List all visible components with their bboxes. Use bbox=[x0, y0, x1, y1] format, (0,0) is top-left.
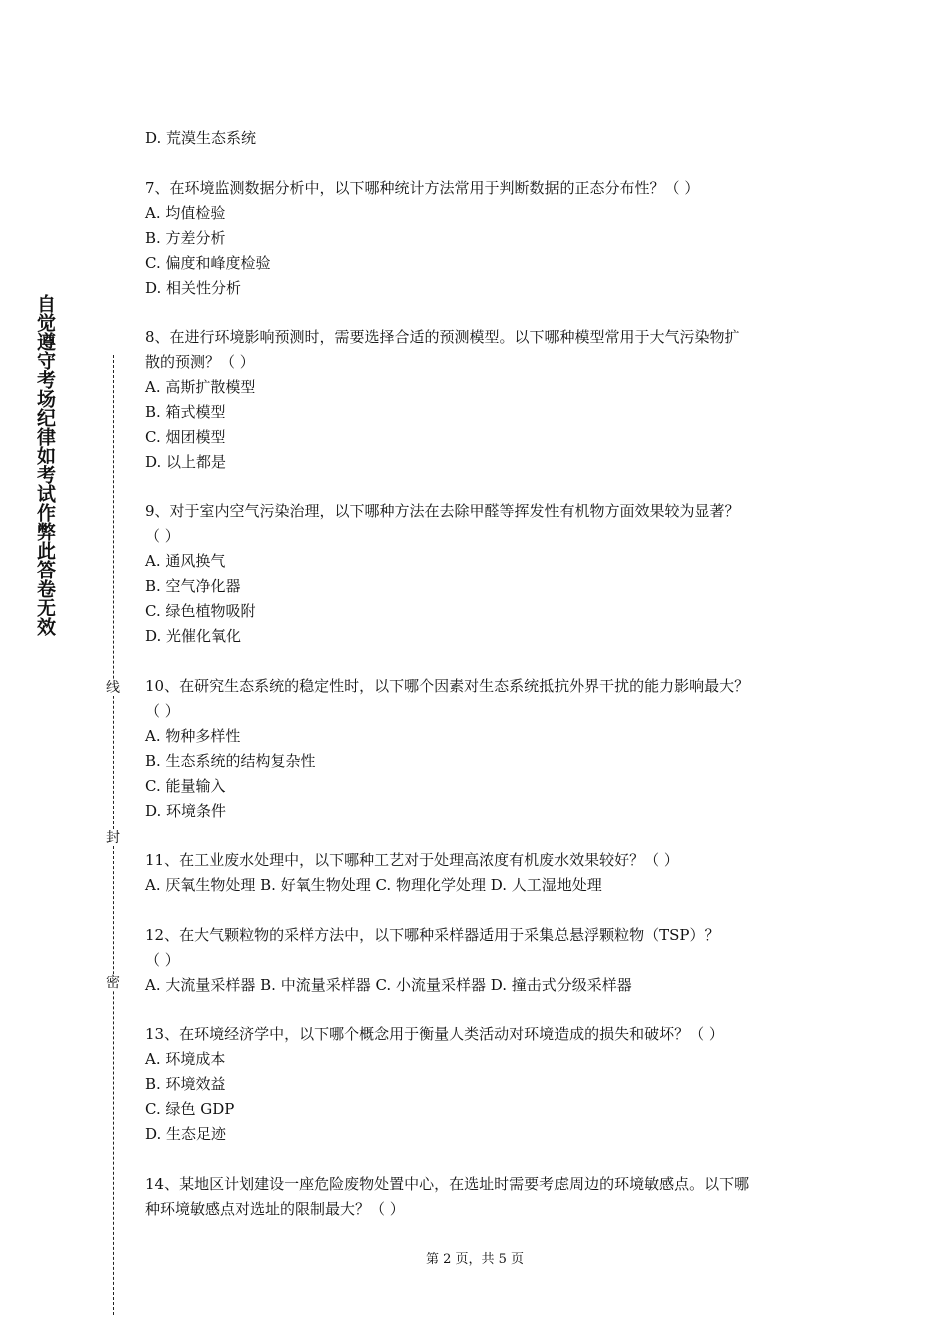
question-10-option-d: D. 环境条件 bbox=[145, 802, 227, 820]
question-7-option-a: A. 均值检验 bbox=[145, 204, 226, 222]
question-10-stem-line1: 10、在研究生态系统的稳定性时，以下哪个因素对生态系统抵抗外界干扰的能力影响最大？ bbox=[145, 677, 750, 695]
question-9-stem-line2: （ ） bbox=[145, 527, 180, 545]
previous-question-option: D. 荒漠生态系统 bbox=[145, 129, 257, 147]
page-footer: 第 2 页，共 5 页 bbox=[425, 1252, 525, 1267]
question-11-stem: 11、在工业废水处理中，以下哪种工艺对于处理高浓度有机废水效果较好？（ ） bbox=[145, 851, 679, 869]
binding-mark-seal: 封 bbox=[106, 830, 120, 846]
question-13-option-a: A. 环境成本 bbox=[145, 1050, 226, 1068]
question-12-options: A. 大流量采样器 B. 中流量采样器 C. 小流量采样器 D. 撞击式分级采样器 bbox=[145, 976, 632, 994]
question-7-option-b: B. 方差分析 bbox=[145, 229, 226, 247]
question-8-option-a: A. 高斯扩散模型 bbox=[145, 378, 256, 396]
binding-mark-secret: 密 bbox=[106, 975, 120, 991]
question-10-option-a: A. 物种多样性 bbox=[145, 727, 241, 745]
question-13-option-b: B. 环境效益 bbox=[145, 1075, 226, 1093]
question-8-option-c: C. 烟团模型 bbox=[145, 428, 226, 446]
question-9-option-b: B. 空气净化器 bbox=[145, 577, 241, 595]
question-10-option-c: C. 能量输入 bbox=[145, 777, 226, 795]
question-10-stem-line2: （ ） bbox=[145, 702, 180, 720]
question-7-option-c: C. 偏度和峰度检验 bbox=[145, 254, 271, 272]
question-14-stem-line2: 种环境敏感点对选址的限制最大？（ ） bbox=[145, 1200, 405, 1218]
question-8-stem-line1: 8、在进行环境影响预测时，需要选择合适的预测模型。以下哪种模型常用于大气污染物扩 bbox=[145, 328, 740, 346]
question-11-options: A. 厌氧生物处理 B. 好氧生物处理 C. 物理化学处理 D. 人工湿地处理 bbox=[145, 876, 602, 894]
question-9-option-c: C. 绿色植物吸附 bbox=[145, 602, 256, 620]
question-13-option-c: C. 绿色 GDP bbox=[145, 1100, 235, 1118]
binding-mark-line: 线 bbox=[106, 680, 120, 696]
question-13-stem: 13、在环境经济学中，以下哪个概念用于衡量人类活动对环境造成的损失和破坏？（ ） bbox=[145, 1025, 724, 1043]
exam-discipline-notice: 自觉遵守考场纪律如考试作弊此答卷无效 bbox=[34, 294, 56, 636]
question-14-stem-line1: 14、某地区计划建设一座危险废物处置中心，在选址时需要考虑周边的环境敏感点。以下哪 bbox=[145, 1175, 750, 1193]
question-8-option-d: D. 以上都是 bbox=[145, 453, 227, 471]
question-9-stem-line1: 9、对于室内空气污染治理，以下哪种方法在去除甲醛等挥发性有机物方面效果较为显著？ bbox=[145, 502, 740, 520]
question-10-option-b: B. 生态系统的结构复杂性 bbox=[145, 752, 316, 770]
question-12-stem-line2: （ ） bbox=[145, 951, 180, 969]
question-9-option-a: A. 通风换气 bbox=[145, 552, 226, 570]
question-13-option-d: D. 生态足迹 bbox=[145, 1125, 227, 1143]
question-8-stem-line2: 散的预测？（ ） bbox=[145, 353, 255, 371]
question-7-stem: 7、在环境监测数据分析中，以下哪种统计方法常用于判断数据的正态分布性？（ ） bbox=[145, 179, 700, 197]
question-7-option-d: D. 相关性分析 bbox=[145, 279, 242, 297]
question-8-option-b: B. 箱式模型 bbox=[145, 403, 226, 421]
question-12-stem-line1: 12、在大气颗粒物的采样方法中，以下哪种采样器适用于采集总悬浮颗粒物（TSP）？ bbox=[145, 926, 720, 944]
question-9-option-d: D. 光催化氧化 bbox=[145, 627, 242, 645]
